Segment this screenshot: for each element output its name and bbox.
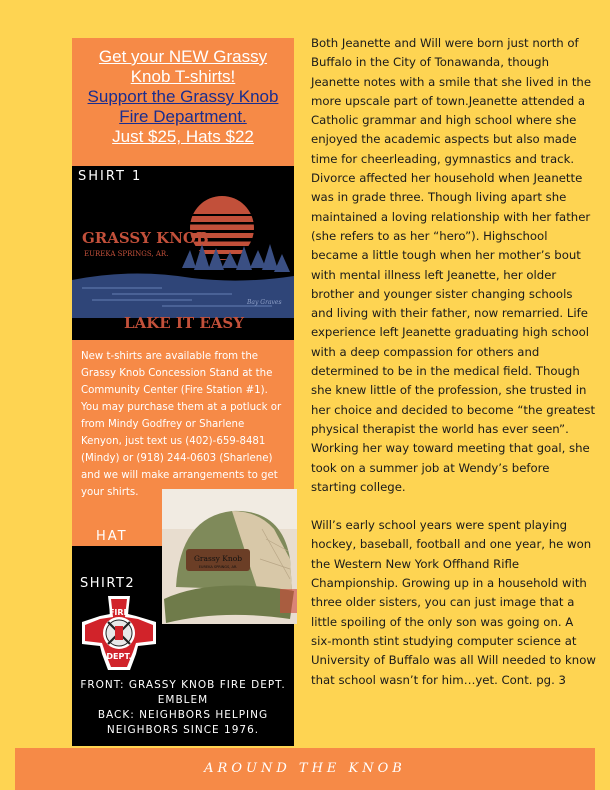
shirt1-signature: Bay Graves: [247, 299, 282, 306]
article-body: [311, 34, 597, 709]
shirt1-subtitle: EUREKA SPRINGS, AR.: [84, 250, 169, 258]
shirt2-label: SHIRT2: [80, 576, 136, 591]
article-paragraph-2: Will’s early school years were spent playing hockey, baseball, football and one year, he won the Western New York Offhand Rifle Championship. Growing up in a household with three older sisters, you can just image that a little spoiling of the only son was going on. A six-month stint studying computer science at University of Buffalo was all Will needed to know that school wasn’t for him…yet. Cont. pg. 3: [311, 518, 596, 687]
emblem-bottom-text: DEPT.: [106, 652, 132, 661]
shirt1-slogan: LAKE IT EASY: [124, 314, 244, 332]
hat-photo: [162, 489, 297, 624]
hat-label: HAT: [96, 529, 128, 544]
footer-banner: [15, 748, 595, 790]
shirt2-caption: [72, 678, 294, 738]
emblem-top-text: FIRE: [108, 608, 130, 617]
article-paragraph-1: Both Jeanette and Will were born just north of Buffalo in the City of Tonawanda, though Jeanette notes with a smile that she lived in the more upscale part of town.Jeanette attended a Catholic grammar and high school where she enjoyed the academic aspects but also made time for cheerleading, gymnastics and track. Divorce affected her household when Jeanette was in grade three. Though living apart she maintained a loving relationship with her father (she refers to as her “hero”). Highschool became a little tough when her mother’s bout with mental illness left Jeanette, her older brother and younger sister changing schools and living with their father, now remarried. Life experience left Jeanette graduating high school with a deep compassion for others and determined to be in the medical field. Though she knew little of the profession, she trusted in her choice and decided to become “the greatest physical therapist the world has ever seen”. Working her way toward meeting that goal, she took on a summer job at Wendy’s before starting college.: [311, 36, 596, 494]
promo-box: [72, 38, 294, 166]
shirt1-image: [72, 188, 294, 338]
patch-subtext: EUREKA SPRINGS, AR.: [198, 565, 238, 569]
fire-dept-emblem-icon: [80, 594, 158, 672]
price-link[interactable]: Just $25, Hats $22: [112, 127, 254, 146]
tshirt-link[interactable]: Get your NEW Grassy Knob T-shirts!: [98, 47, 268, 86]
purchase-info: New t-shirts are available from the Grassy Knob Concession Stand at the Community Center (Fire Station #1). You may purchase them at a potluck or from Mindy Godfrey or Sharlene Kenyon, just text us (402)-659-8481 (Mindy) or (918) 244-0603 (Sharlene) and we will make arrangements to get your shirts.: [72, 340, 294, 546]
fire-department-link[interactable]: Support the Grassy Knob Fire Department.: [87, 87, 279, 126]
patch-text: Grassy Knob: [193, 554, 243, 563]
caption-front: FRONT: GRASSY KNOB FIRE DEPT. EMBLEM: [80, 679, 286, 706]
shirt1-label: SHIRT 1: [78, 169, 143, 184]
footer-title: AROUND THE KNOB: [204, 761, 406, 776]
caption-back: BACK: NEIGHBORS HELPING NEIGHBORS SINCE 1976.: [97, 709, 269, 736]
shirt1-title: GRASSY KNOB: [82, 229, 209, 247]
